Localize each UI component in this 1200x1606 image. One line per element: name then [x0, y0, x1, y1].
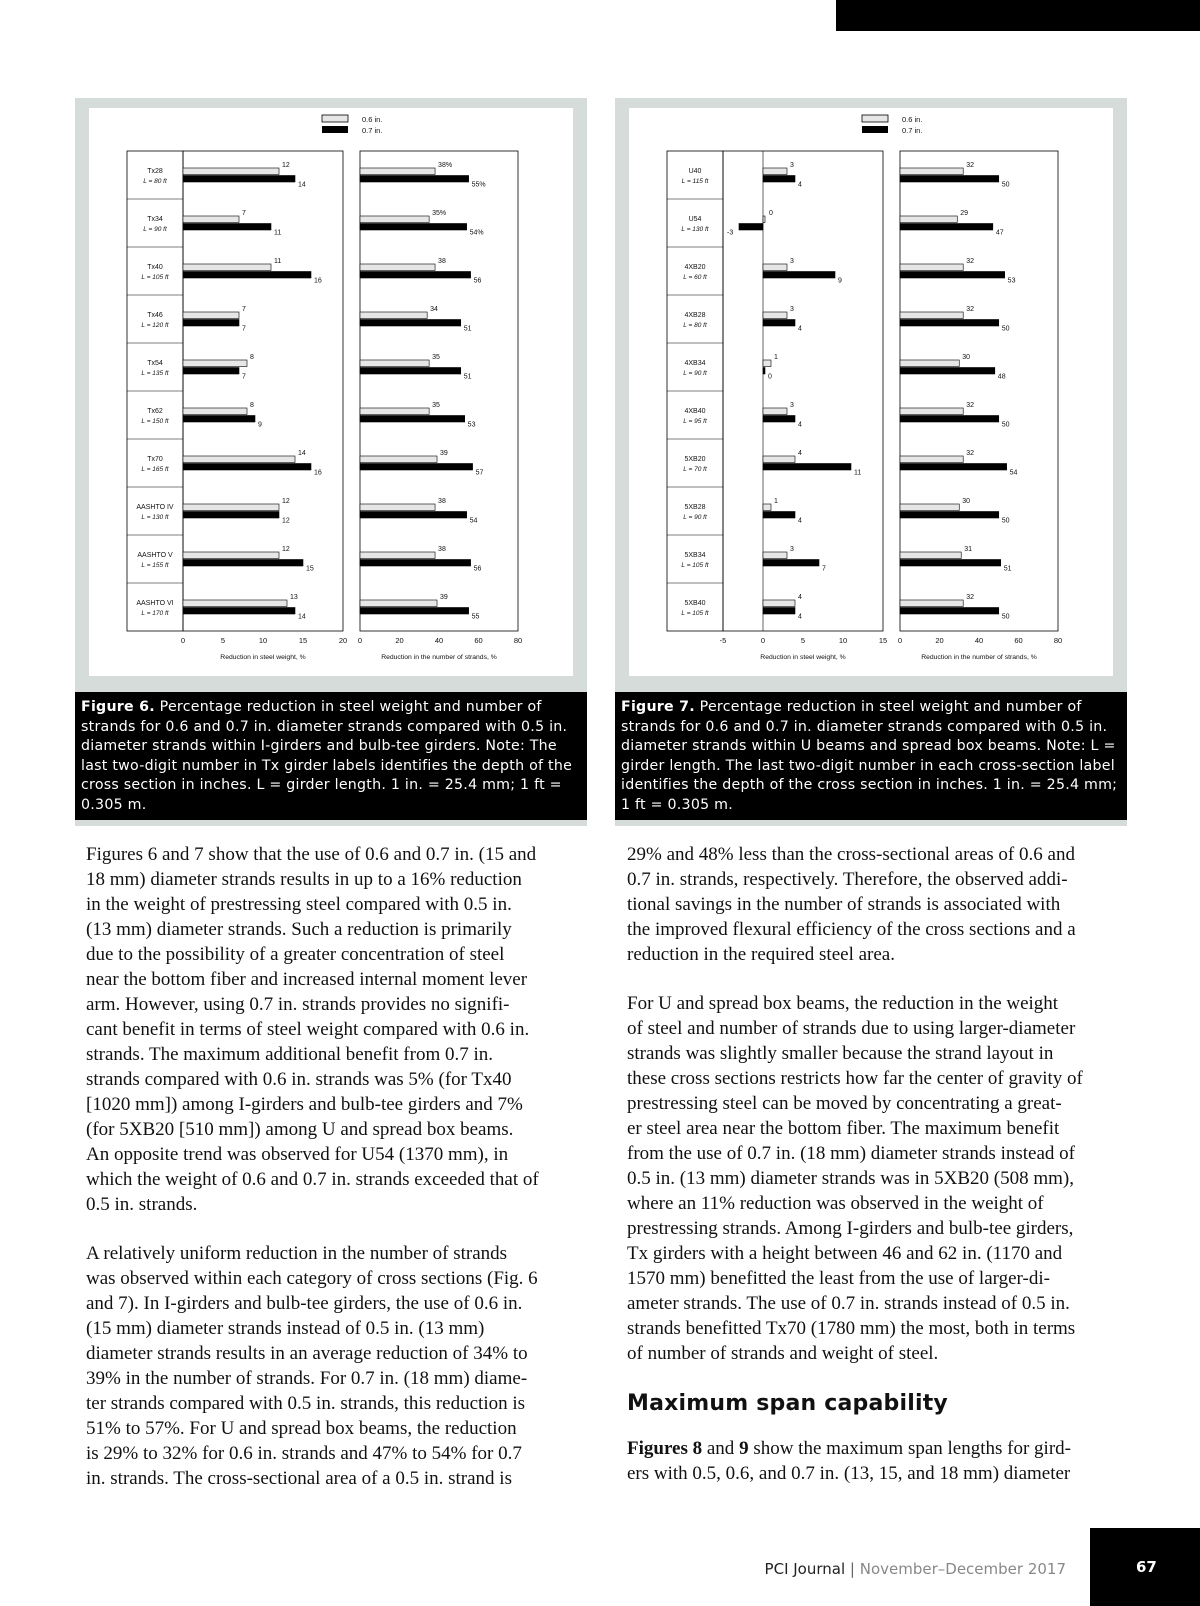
data-label: 7	[242, 306, 246, 313]
bar	[183, 600, 287, 607]
bar	[763, 560, 819, 567]
data-label: 35%	[432, 210, 447, 217]
data-label: -3	[727, 229, 734, 237]
bar	[183, 264, 271, 271]
data-label: 4	[798, 594, 802, 601]
bar	[183, 312, 239, 319]
bar	[183, 552, 279, 559]
bar	[763, 176, 795, 183]
category-length-label: L = 170 ft	[141, 610, 169, 617]
data-label: 32	[966, 306, 974, 313]
data-label: 32	[966, 162, 974, 169]
figure-6-caption-text: Percentage reduction in steel weight and number of strands for 0.6 and 0.7 in. diameter strands compared with 0.5 in. diameter strands within I-girders and bulb-tee girders. Note: The last two-digit number in Tx girder labels identifies the depth of the cross section in inches. L = girder length. 1 in. = 25.4 mm; 1 ft = 0.305 m.	[81, 699, 573, 813]
section-heading: Maximum span capability	[627, 1391, 948, 1416]
bar	[763, 320, 795, 327]
category-length-label: L = 105 ft	[141, 274, 169, 281]
data-label: 50	[1001, 325, 1010, 333]
data-label: 53	[467, 421, 476, 429]
bar	[183, 608, 295, 615]
data-label: 16	[314, 277, 322, 285]
category-label: U40	[688, 168, 702, 175]
bar	[763, 464, 851, 471]
data-label: 38	[438, 258, 446, 265]
bar	[183, 456, 295, 463]
bar	[360, 368, 461, 375]
category-length-label: L = 105 ft	[681, 562, 709, 569]
issue-date: November–December 2017	[859, 1560, 1066, 1578]
bar	[360, 360, 429, 367]
data-label: 3	[790, 306, 794, 313]
figure-6	[75, 98, 587, 826]
data-label: 32	[966, 450, 974, 457]
category-length-label: L = 120 ft	[141, 322, 169, 329]
bar	[763, 216, 765, 223]
data-label: 32	[966, 594, 974, 601]
paragraph: For U and spread box beams, the reduction in the weight of steel and number of strands due to using larger-diameter strands was slightly smaller because the strand layout in these cross sections restricts how far the center of gravity of prestressing steel can be moved by concentrating a great- er steel area near the bottom fiber. The maximum benefit from the use of 0.7 in. (18 mm) diameter strands instead of 0.5 in. (13 mm) diameter strands was in 5XB20 (508 mm), where an 11% reduction was observed in the weight of prestressing strands. Among I-girders and bulb-tee girders, Tx girders with a height between 46 and 62 in. (1170 and 1570 mm) benefitted the least from the use of larger-di- ameter strands. The use of 0.7 in. strands instead of 0.5 in. strands benefitted Tx70 (1780 mm) the most, both in terms of number of strands and weight of steel.	[627, 993, 1083, 1364]
data-label: 14	[298, 450, 306, 457]
bar	[360, 264, 435, 271]
category-label: 4XB20	[684, 264, 706, 271]
bar	[900, 168, 963, 175]
legend-swatch-0.7	[322, 126, 348, 133]
bar	[360, 600, 437, 607]
x-axis-label: Reduction in steel weight, %	[760, 654, 846, 661]
category-length-label: L = 165 ft	[141, 466, 169, 473]
data-label: 9	[258, 421, 262, 429]
data-label: 32	[966, 258, 974, 265]
category-label: 4XB28	[684, 312, 706, 319]
journal-name: PCI Journal	[764, 1560, 846, 1578]
category-length-label: L = 80 ft	[143, 178, 167, 185]
x-tick-label: 80	[513, 636, 523, 645]
data-label: 0	[768, 373, 772, 381]
category-length-label: L = 90 ft	[143, 226, 167, 233]
bar	[900, 216, 957, 223]
bar	[900, 464, 1007, 471]
bar	[360, 272, 471, 279]
category-label: 5XB40	[684, 600, 706, 607]
figure-6-caption-label: Figure 6.	[81, 699, 155, 715]
bar	[900, 360, 959, 367]
bar	[900, 408, 963, 415]
data-label: 4	[798, 181, 802, 189]
bar	[900, 560, 1001, 567]
bar	[900, 264, 963, 271]
bar	[763, 168, 787, 175]
x-tick-label: -5	[719, 636, 727, 645]
category-label: 4XB34	[684, 360, 706, 367]
category-label: Tx54	[147, 360, 163, 367]
data-label: 35	[432, 354, 440, 361]
x-tick-label: 0	[897, 636, 903, 645]
x-tick-label: 60	[1014, 636, 1023, 645]
data-label: 4	[798, 613, 802, 621]
bar	[183, 560, 303, 567]
legend-label: 0.6 in.	[902, 115, 923, 124]
x-tick-label: 20	[935, 636, 944, 645]
category-label: Tx70	[147, 456, 163, 463]
data-label: 12	[282, 498, 290, 505]
bar	[183, 176, 295, 183]
bar	[183, 512, 279, 519]
bar	[360, 168, 435, 175]
bar	[900, 416, 999, 423]
x-tick-label: 10	[258, 636, 268, 645]
category-length-label: L = 105 ft	[681, 610, 709, 617]
data-label: 11	[274, 258, 282, 265]
category-length-label: L = 90 ft	[683, 370, 707, 377]
data-label: 11	[854, 469, 862, 477]
data-label: 3	[790, 162, 794, 169]
chart-background	[629, 108, 1113, 676]
category-length-label: L = 95 ft	[683, 418, 707, 425]
x-tick-label: 0	[357, 636, 363, 645]
category-label: 5XB20	[684, 456, 706, 463]
figure-7-chart	[615, 98, 1127, 688]
bar	[183, 368, 239, 375]
x-axis-label: Reduction in the number of strands, %	[921, 654, 1037, 661]
bar	[360, 408, 429, 415]
footer-separator: |	[845, 1560, 860, 1578]
data-label: 38	[438, 546, 446, 553]
data-label: 50	[1001, 421, 1010, 429]
bar	[183, 216, 239, 223]
x-tick-label: 5	[220, 636, 226, 645]
data-label: 50	[1001, 181, 1010, 189]
category-label: Tx62	[147, 408, 163, 415]
bar	[183, 504, 279, 511]
paragraph: A relatively uniform reduction in the number of strands was observed within each category of cross sections (Fig. 6 and 7). In I-girders and bulb-tee girders, the use of 0.6 in. (15 mm) diameter strands instead of 0.5 in. (13 mm) diameter strands results in an average reduction of 34% to 39% in the number of strands. For 0.7 in. (18 mm) diame- ter strands compared with 0.5 in. strands, this reduction is 51% to 57%. For U and spread box beams, the reduction is 29% to 32% for 0.6 in. strands and 47% to 54% for 0.7 in. strands. The cross-sectional area of a 0.5 in. strand is	[86, 1243, 538, 1489]
bar	[900, 224, 993, 231]
bar	[900, 608, 999, 615]
bar	[739, 224, 763, 231]
data-label: 16	[314, 469, 322, 477]
bar	[360, 216, 429, 223]
data-label: 1	[774, 354, 778, 361]
legend-swatch-0.7	[862, 126, 888, 133]
bar	[183, 464, 311, 471]
x-tick-label: 40	[974, 636, 984, 645]
x-axis-label: Reduction in steel weight, %	[220, 654, 306, 661]
data-label: 7	[822, 565, 826, 573]
figure-6-chart	[75, 98, 587, 688]
figure-7-caption-text: Percentage reduction in steel weight and number of strands for 0.6 and 0.7 in. diameter strands compared with 0.5 in. diameter strands within U beams and spread box beams. Note: L = girder length. The last two-digit number in each cross-section label identifies the depth of the cross section in inches. 1 in. = 25.4 mm; 1 ft = 0.305 m.	[621, 699, 1118, 813]
bar	[183, 408, 247, 415]
data-label: 0	[769, 210, 773, 217]
category-length-label: L = 135 ft	[141, 370, 169, 377]
data-label: 54%	[469, 229, 484, 237]
category-label: Tx34	[147, 216, 163, 223]
x-tick-label: 15	[298, 636, 308, 645]
data-label: 39	[440, 450, 448, 457]
bar	[183, 360, 247, 367]
bar	[360, 552, 435, 559]
category-label: U54	[688, 216, 702, 223]
bar	[900, 600, 963, 607]
bar	[360, 416, 465, 423]
data-label: 29	[960, 210, 969, 217]
category-label: AASHTO VI	[136, 600, 174, 607]
category-length-label: L = 90 ft	[683, 514, 707, 521]
category-label: Tx40	[147, 264, 163, 271]
header-bar	[836, 0, 1200, 31]
bar	[763, 552, 787, 559]
x-tick-label: 15	[878, 636, 888, 645]
legend-label: 0.7 in.	[362, 126, 383, 135]
bar	[183, 168, 279, 175]
x-tick-label: 20	[338, 636, 348, 645]
category-label: 5XB34	[684, 552, 706, 559]
bar	[360, 176, 469, 183]
bar	[763, 512, 795, 519]
data-label: 39	[440, 594, 448, 601]
data-label: 3	[790, 258, 794, 265]
data-label: 9	[838, 277, 842, 285]
bar	[763, 504, 771, 511]
data-label: 14	[298, 613, 306, 621]
figure-ref: 9	[739, 1438, 749, 1459]
data-label: 3	[790, 546, 794, 553]
data-label: 4	[798, 450, 802, 457]
data-label: 31	[964, 546, 973, 553]
bar	[900, 320, 999, 327]
x-tick-label: 20	[395, 636, 404, 645]
bar	[360, 504, 435, 511]
bar	[763, 608, 795, 615]
x-axis-label: Reduction in the number of strands, %	[381, 654, 497, 661]
bar	[360, 224, 467, 231]
data-label: 38%	[438, 162, 453, 169]
data-label: 1	[774, 498, 778, 505]
data-label: 30	[962, 354, 971, 361]
bar	[763, 368, 765, 375]
category-length-label: L = 115 ft	[681, 178, 709, 185]
category-label: 4XB40	[684, 408, 706, 415]
bar	[763, 360, 771, 367]
bar	[763, 456, 795, 463]
data-label: 4	[798, 325, 802, 333]
data-label: 12	[282, 517, 290, 525]
bar	[900, 512, 999, 519]
x-tick-label: 10	[838, 636, 848, 645]
bar	[900, 552, 961, 559]
data-label: 7	[242, 373, 246, 381]
bar	[900, 312, 963, 319]
figure-ref: Figures 8	[627, 1438, 703, 1459]
x-tick-label: 0	[180, 636, 186, 645]
data-label: 35	[432, 402, 440, 409]
bar	[183, 272, 311, 279]
category-label: Tx46	[147, 312, 163, 319]
bar	[360, 320, 461, 327]
data-label: 30	[962, 498, 971, 505]
bar	[900, 368, 995, 375]
data-label: 12	[282, 546, 290, 553]
data-label: 51	[463, 373, 472, 381]
figure-6-caption	[75, 692, 587, 820]
right-column	[627, 842, 1117, 1510]
bar	[360, 312, 427, 319]
paragraph: 29% and 48% less than the cross-sectional areas of 0.6 and 0.7 in. strands, respectively. Therefore, the observed addi- tional savings in the number of strands is associated with the improved flexural efficiency of the cross sections and a reduction in the required steel area.	[627, 844, 1076, 965]
figure-7	[615, 98, 1127, 826]
left-column	[86, 842, 576, 1515]
chart-background	[89, 108, 573, 676]
figure-7-caption-label: Figure 7.	[621, 699, 695, 715]
bar	[763, 272, 835, 279]
bar	[900, 272, 1005, 279]
data-label: 48	[997, 373, 1006, 381]
x-tick-label: 5	[800, 636, 806, 645]
bar	[360, 512, 467, 519]
category-label: AASHTO IV	[136, 504, 174, 511]
bar	[763, 408, 787, 415]
data-label: 54	[1009, 469, 1018, 477]
bar	[360, 608, 469, 615]
data-label: 8	[250, 354, 254, 361]
bar	[183, 416, 255, 423]
category-length-label: L = 70 ft	[683, 466, 707, 473]
page-number: 67	[1136, 1558, 1157, 1576]
x-tick-label: 40	[434, 636, 444, 645]
data-label: 57	[475, 469, 484, 477]
bar	[900, 504, 959, 511]
page-number-box	[1090, 1528, 1200, 1606]
bar	[763, 600, 795, 607]
data-label: 15	[306, 565, 314, 573]
bar	[900, 176, 999, 183]
data-label: 4	[798, 517, 802, 525]
data-label: 51	[463, 325, 472, 333]
bar	[763, 416, 795, 423]
data-label: 12	[282, 162, 290, 169]
data-label: 55	[471, 613, 480, 621]
data-label: 34	[430, 306, 438, 313]
category-label: 5XB28	[684, 504, 706, 511]
bar	[900, 456, 963, 463]
category-length-label: L = 130 ft	[141, 514, 169, 521]
data-label: 54	[469, 517, 478, 525]
footer-journal	[765, 1560, 1066, 1578]
category-label: Tx28	[147, 168, 163, 175]
data-label: 4	[798, 421, 802, 429]
data-label: 51	[1003, 565, 1012, 573]
data-label: 32	[966, 402, 974, 409]
category-length-label: L = 130 ft	[681, 226, 709, 233]
data-label: 56	[473, 277, 482, 285]
data-label: 3	[790, 402, 794, 409]
paragraph	[627, 1436, 1117, 1486]
category-length-label: L = 80 ft	[683, 322, 707, 329]
data-label: 13	[290, 594, 298, 601]
x-tick-label: 0	[760, 636, 766, 645]
data-label: 38	[438, 498, 446, 505]
data-label: 47	[995, 229, 1004, 237]
category-label: AASHTO V	[137, 552, 173, 559]
data-label: 7	[242, 325, 246, 333]
data-label: 50	[1001, 517, 1010, 525]
data-label: 53	[1007, 277, 1016, 285]
data-label: 50	[1001, 613, 1010, 621]
legend-label: 0.7 in.	[902, 126, 923, 135]
data-label: 55%	[471, 181, 486, 189]
x-tick-label: 60	[474, 636, 483, 645]
legend-swatch-0.6	[322, 115, 348, 122]
category-length-label: L = 155 ft	[141, 562, 169, 569]
bar	[183, 224, 271, 231]
bar	[360, 464, 473, 471]
bar	[183, 320, 239, 327]
data-label: 7	[242, 210, 246, 217]
text-span: and	[702, 1438, 740, 1459]
category-length-label: L = 60 ft	[683, 274, 707, 281]
paragraph: Figures 6 and 7 show that the use of 0.6 and 0.7 in. (15 and 18 mm) diameter strands results in up to a 16% reduction in the weight of prestressing steel compared with 0.5 in. (13 mm) diameter strands. Such a reduction is primarily due to the possibility of a greater concentration of steel near the bottom fiber and increased internal moment lever arm. However, using 0.7 in. strands provides no signifi- cant benefit in terms of steel weight compared with 0.6 in. strands. The maximum additional benefit from 0.7 in. strands compared with 0.6 in. strands was 5% (for Tx40 [1020 mm]) among I-girders and bulb-tee girders and 7% (for 5XB20 [510 mm]) among U and spread box beams. An opposite trend was observed for U54 (1370 mm), in which the weight of 0.6 and 0.7 in. strands exceeded that of 0.5 in. strands.	[86, 844, 539, 1215]
figure-7-caption	[615, 692, 1127, 820]
data-label: 8	[250, 402, 254, 409]
data-label: 14	[298, 181, 306, 189]
text-span: show the maximum span lengths for gird- ers with 0.5, 0.6, and 0.7 in. (13, 15, and 18 mm) diameter	[627, 1438, 1071, 1484]
bar	[360, 456, 437, 463]
legend-label: 0.6 in.	[362, 115, 383, 124]
data-label: 56	[473, 565, 482, 573]
category-length-label: L = 150 ft	[141, 418, 169, 425]
bar	[360, 560, 471, 567]
x-tick-label: 80	[1053, 636, 1063, 645]
legend-swatch-0.6	[862, 115, 888, 122]
bar	[763, 312, 787, 319]
data-label: 11	[274, 229, 282, 237]
bar	[763, 264, 787, 271]
